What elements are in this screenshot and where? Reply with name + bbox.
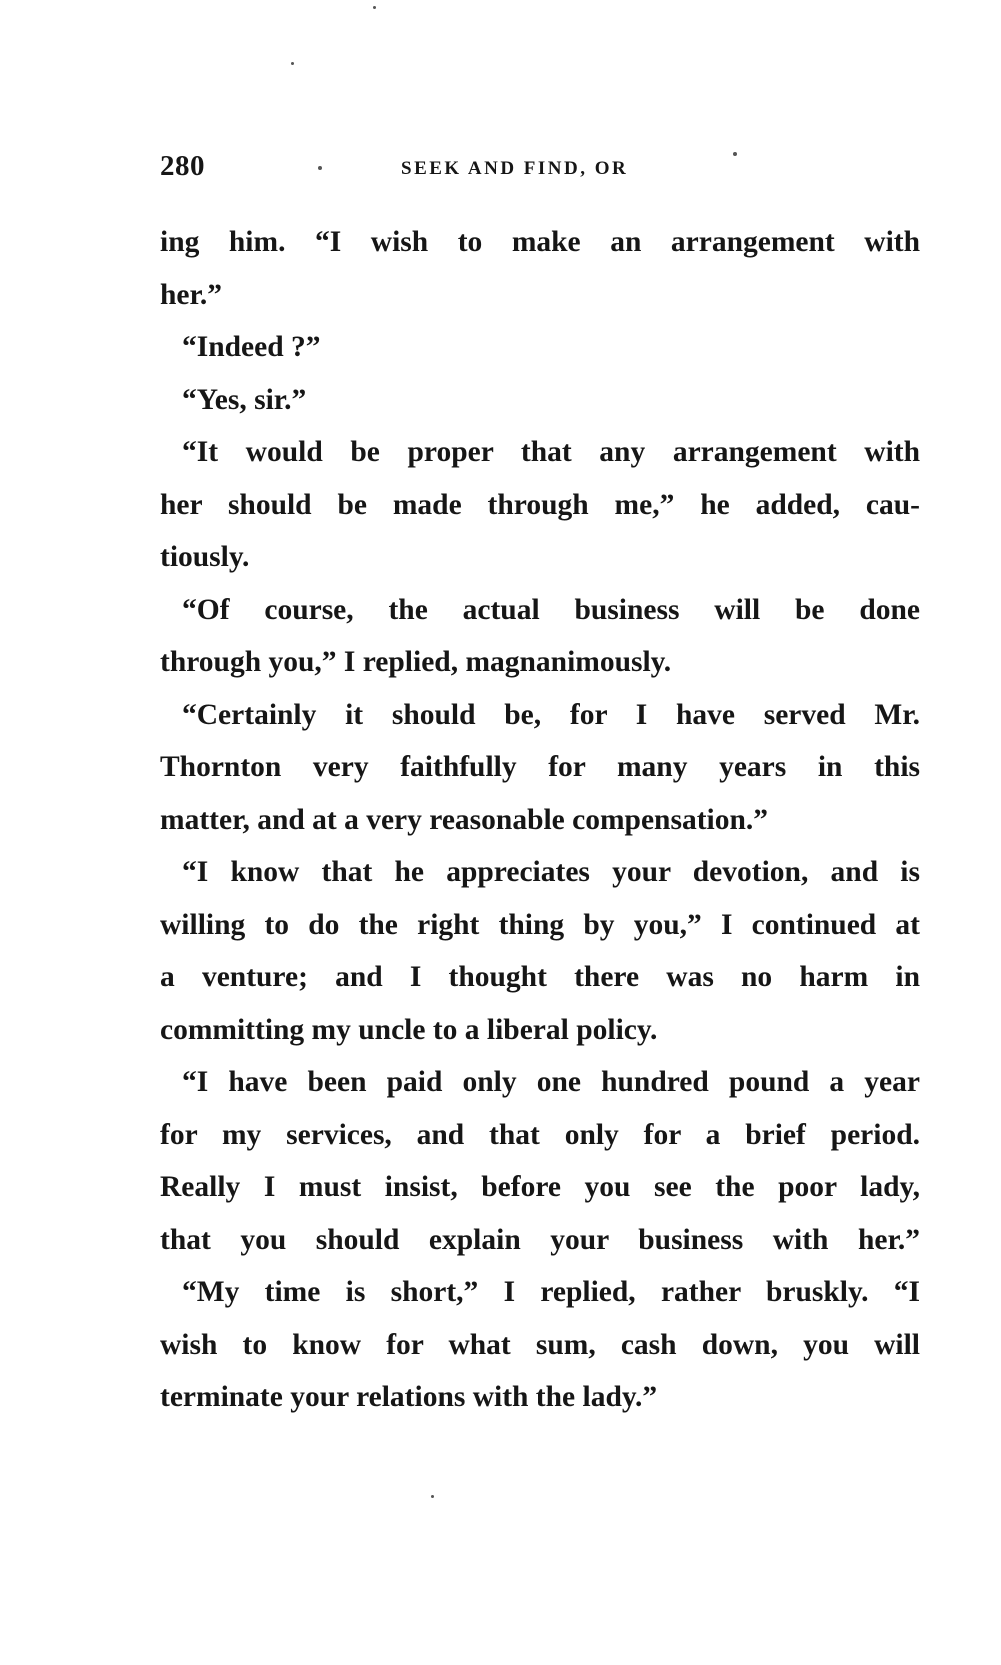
text-line: her.”: [160, 278, 223, 311]
scan-speck: [431, 1495, 434, 1498]
scan-speck: [373, 6, 376, 9]
text-line: Thornton very faithfully for many years in this: [160, 751, 920, 783]
scan-speck: [291, 62, 294, 65]
page-number: 280: [160, 150, 205, 182]
text-line: that you should explain your business with her.”: [160, 1223, 920, 1256]
text-line: terminate your relations with the lady.”: [160, 1381, 658, 1413]
text-line: committing my uncle to a liberal policy.: [160, 1013, 658, 1046]
text-line: “I have been paid only one hundred pound a year: [182, 1066, 920, 1098]
text-line: “It would be proper that any arrangement with: [182, 436, 920, 468]
text-line: a venture; and I thought there was no harm in: [160, 961, 920, 993]
text-line: willing to do the right thing by you,” I continued at: [160, 908, 920, 941]
page-header: [160, 150, 920, 190]
text-line: ing him. “I wish to make an arrangement with: [160, 226, 920, 258]
text-line: “Of course, the actual business will be done: [182, 593, 920, 626]
text-line: her should be made through me,” he added, cau-: [160, 488, 920, 521]
text-line: tiously.: [160, 541, 250, 573]
body-text: [160, 216, 920, 1424]
text-line: matter, and at a very reasonable compensation.”: [160, 803, 768, 836]
text-line: “Indeed ?”: [182, 331, 321, 363]
text-line: Really I must insist, before you see the poor lady,: [160, 1171, 920, 1203]
scan-speck: [733, 152, 737, 156]
text-line: through you,” I replied, magnanimously.: [160, 646, 672, 678]
text-line: “Yes, sir.”: [182, 383, 307, 416]
text-line: “Certainly it should be, for I have served Mr.: [182, 698, 920, 731]
scan-speck: [318, 166, 322, 170]
running-title: SEEK AND FIND, OR: [401, 158, 629, 179]
text-line: wish to know for what sum, cash down, you will: [160, 1328, 920, 1361]
text-line: for my services, and that only for a brief period.: [160, 1118, 920, 1151]
text-line: “My time is short,” I replied, rather bruskly. “I: [182, 1276, 920, 1308]
text-line: “I know that he appreciates your devotion, and is: [182, 856, 920, 888]
